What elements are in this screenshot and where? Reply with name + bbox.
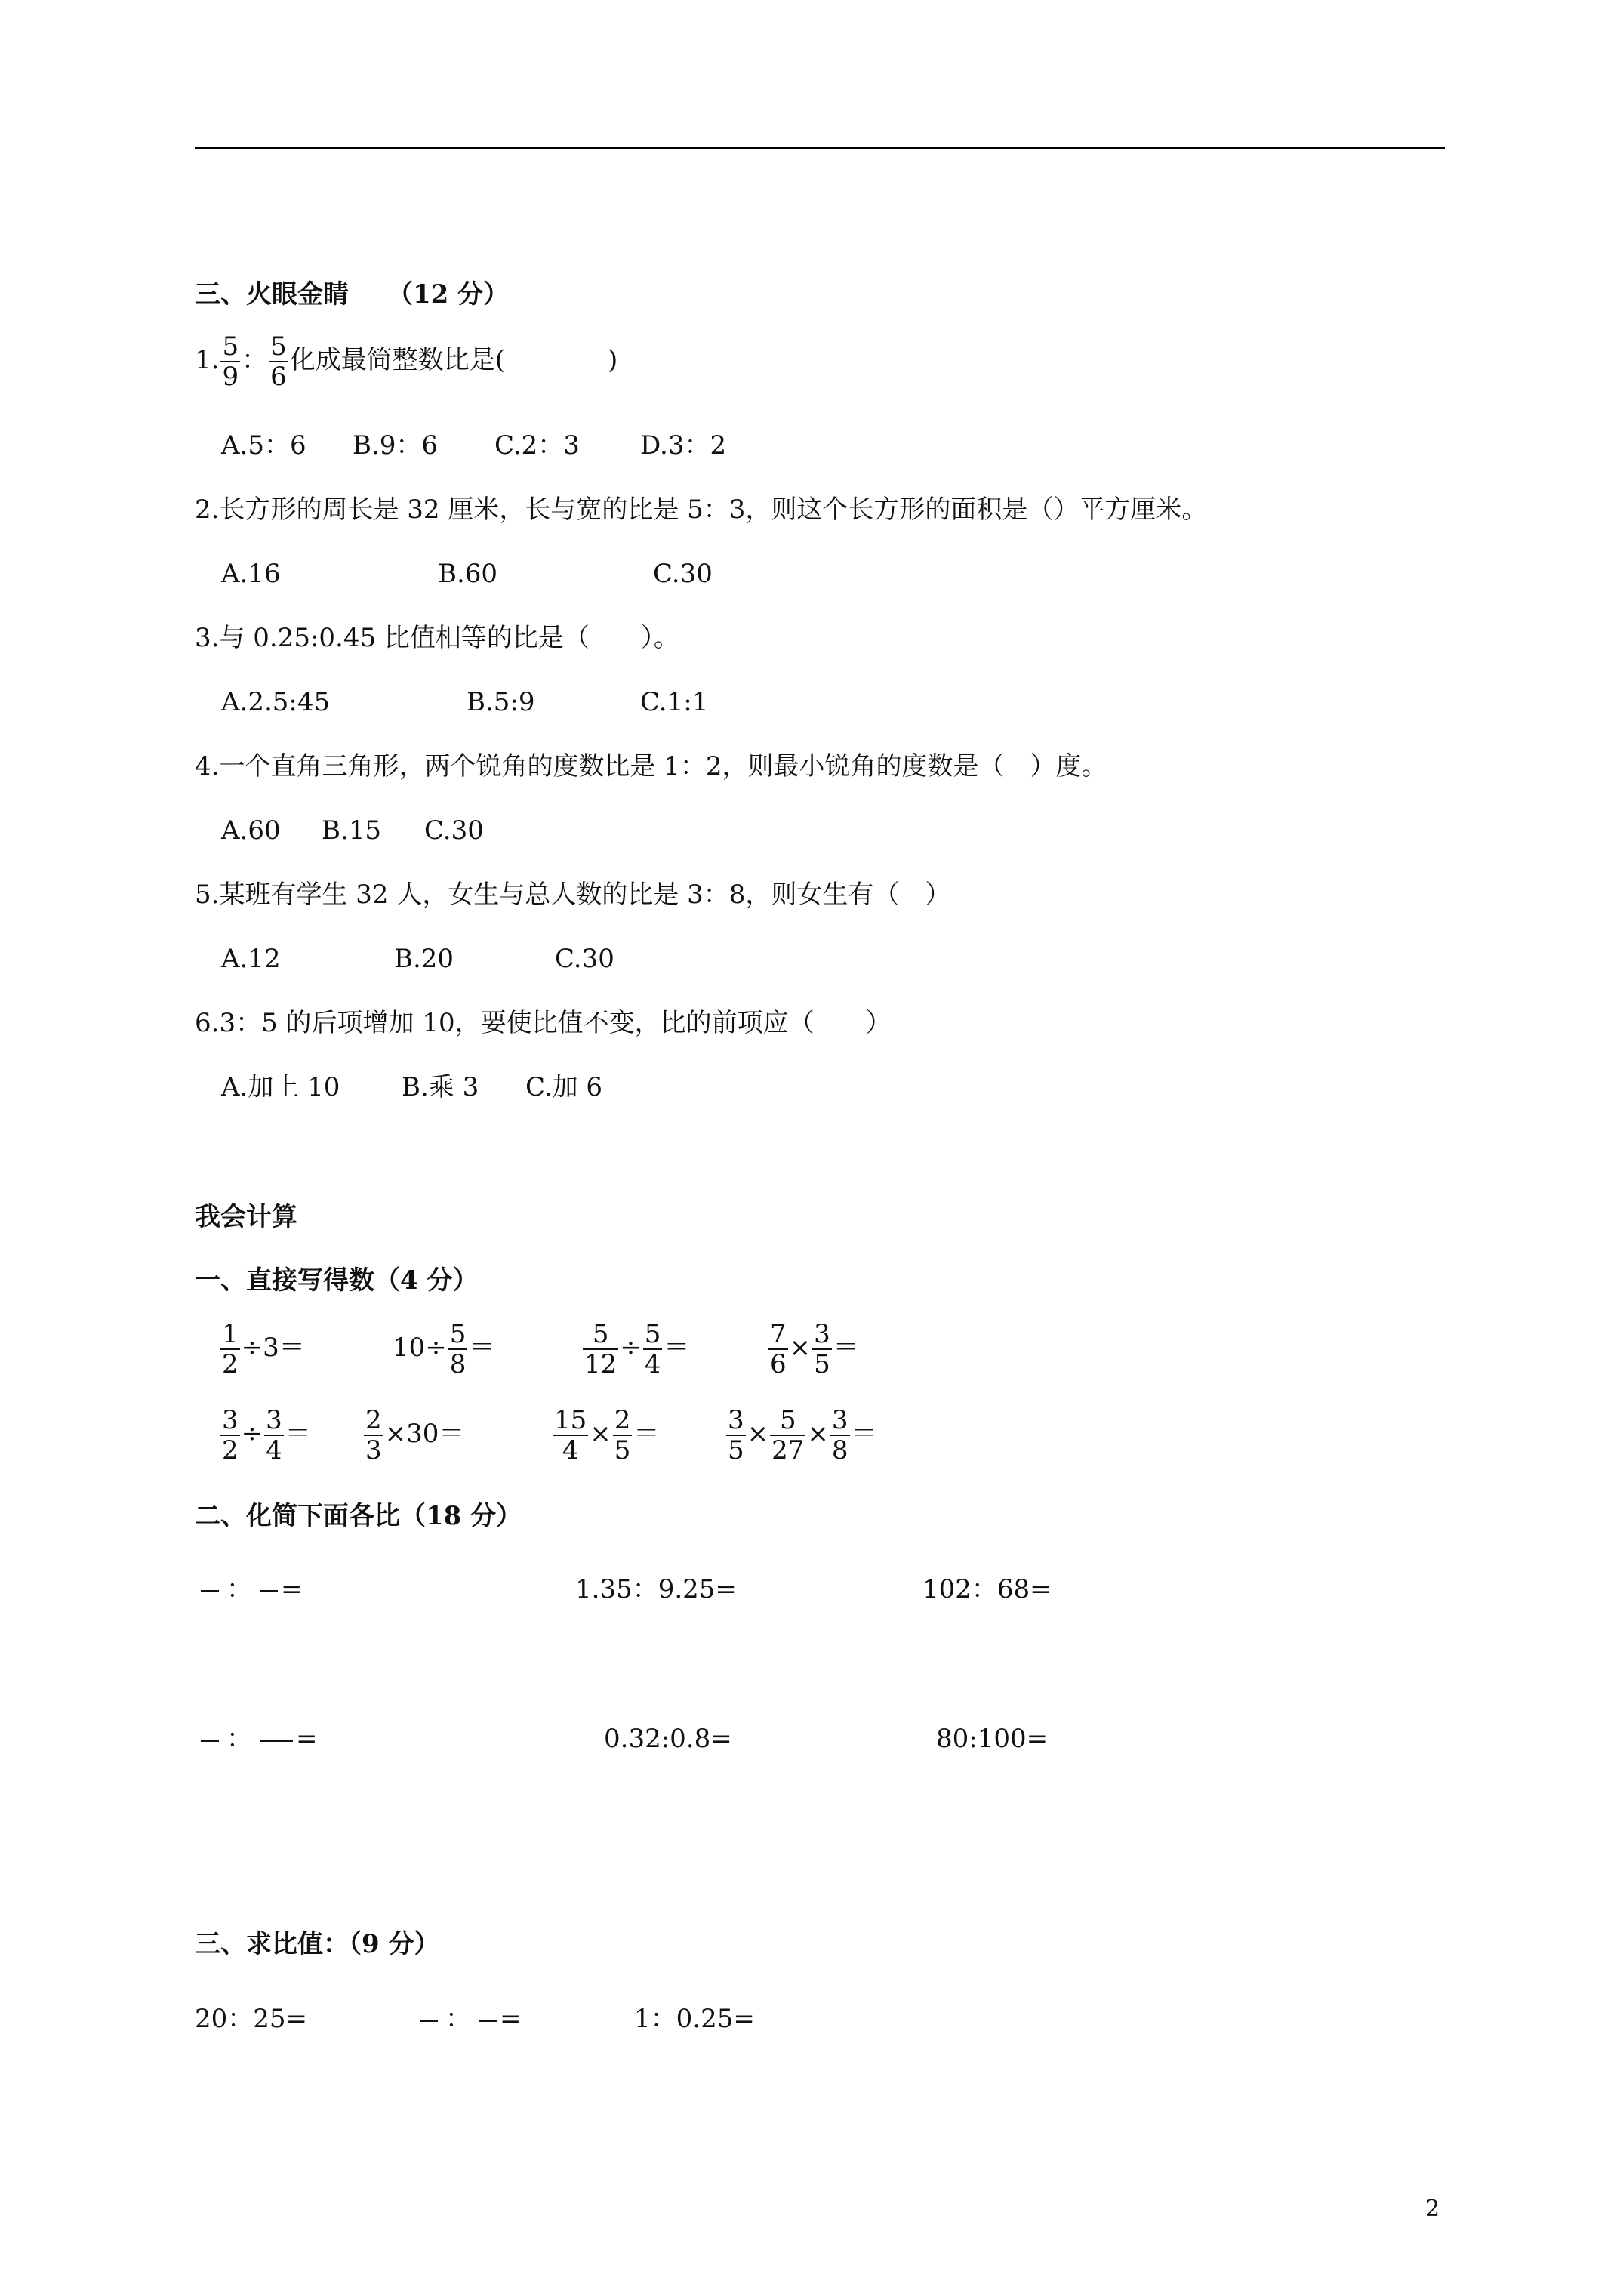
equals: = xyxy=(296,1724,318,1754)
calc-r1-item-1 xyxy=(219,1320,305,1379)
question-3: 3.与 0.25:0.45 比值相等的比是（ ）。 xyxy=(195,623,679,653)
operator: × xyxy=(807,1419,829,1449)
fraction: $\frac{15}{4}$ xyxy=(554,1405,587,1465)
q6-option-c: C.加 6 xyxy=(525,1072,603,1102)
equals: = xyxy=(500,2004,522,2034)
calc-r2-item-1 xyxy=(219,1406,311,1465)
q6-option-a: A.加上 10 xyxy=(221,1072,340,1102)
q3-option-a: A.2.5:45 xyxy=(221,687,331,717)
fraction: $\frac{7}{6}$ xyxy=(770,1319,787,1379)
calc-part1-title: 一、直接写得数（4 分） xyxy=(195,1265,479,1296)
simplify-r1-c1: ： = xyxy=(198,1574,303,1604)
fraction: $\frac{5}{4}$ xyxy=(644,1319,661,1379)
operator: × xyxy=(747,1419,769,1449)
operator: ÷ xyxy=(241,1419,263,1449)
fraction: $\frac{5}{27}$ xyxy=(771,1405,805,1465)
operator: ＝ xyxy=(633,1419,660,1449)
fraction: $\frac{3}{5}$ xyxy=(814,1319,830,1379)
section-title-3: 三、火眼金睛 （12 分） xyxy=(195,279,510,310)
fraction: $\frac{3}{2}$ xyxy=(222,1405,239,1465)
q1-option-c: C.2：3 xyxy=(494,430,580,461)
operator: ＝ xyxy=(664,1333,690,1363)
q3-option-b: B.5:9 xyxy=(467,687,535,717)
question-1 xyxy=(195,332,617,391)
operator: ＝ xyxy=(469,1333,495,1363)
question-6: 6.3：5 的后项增加 10，要使比值不变，比的前项应（ ） xyxy=(195,1008,892,1038)
fraction-bar xyxy=(201,1590,219,1592)
calc-r2-item-4 xyxy=(725,1406,877,1465)
q4-option-c: C.30 xyxy=(424,815,484,846)
q1-f2-num: 5 xyxy=(270,331,287,362)
q4-option-b: B.15 xyxy=(322,815,382,846)
operator: × xyxy=(789,1333,812,1363)
simplify-r1-c3: 102：68= xyxy=(922,1574,1052,1604)
q5-option-c: C.30 xyxy=(555,944,614,974)
operator: ＝ xyxy=(851,1419,877,1449)
question-5: 5.某班有学生 32 人，女生与总人数的比是 3：8，则女生有（ ） xyxy=(195,880,951,910)
calc-r2-item-2 xyxy=(362,1406,464,1465)
operator: ×30＝ xyxy=(384,1419,465,1449)
q1-option-d: D.3：2 xyxy=(640,430,727,461)
q2-option-c: C.30 xyxy=(653,559,713,589)
q5-option-a: A.12 xyxy=(221,944,281,974)
q4-option-a: A.60 xyxy=(221,815,281,846)
fraction-bar xyxy=(260,1740,293,1742)
fraction-bar xyxy=(479,2020,497,2022)
operator: ＝ xyxy=(833,1333,859,1363)
operator: 10÷ xyxy=(393,1333,447,1363)
fraction: $\frac{3}{8}$ xyxy=(831,1405,848,1465)
ratio-value-c2: ： = xyxy=(417,2004,522,2034)
q6-option-b: B.乘 3 xyxy=(402,1072,479,1102)
simplify-r2-c3: 80:100= xyxy=(936,1724,1049,1754)
fraction: $\frac{2}{5}$ xyxy=(614,1405,631,1465)
q1-f1-num: 5 xyxy=(222,331,239,362)
page-number: 2 xyxy=(1425,2196,1440,2222)
operator: ＝ xyxy=(285,1419,311,1449)
simplify-r1-c2: 1.35：9.25= xyxy=(575,1574,737,1604)
calc-r1-item-2 xyxy=(393,1320,494,1379)
equals: = xyxy=(281,1574,303,1604)
operator: ÷3＝ xyxy=(241,1333,305,1363)
calc-part2-title: 二、化简下面各比（18 分） xyxy=(195,1501,522,1531)
q2-option-a: A.16 xyxy=(221,559,281,589)
q1-f2-den: 6 xyxy=(270,362,287,392)
ratio-value-c3: 1：0.25= xyxy=(634,2004,755,2034)
operator: × xyxy=(590,1419,611,1449)
q3-option-c: C.1:1 xyxy=(640,687,709,717)
simplify-r2-c2: 0.32:0.8= xyxy=(604,1724,732,1754)
fraction: $\frac{5}{8}$ xyxy=(449,1319,467,1379)
q1-fraction-1 xyxy=(220,332,240,391)
q1-colon: ： xyxy=(242,345,268,375)
calc-r1-item-3 xyxy=(581,1320,689,1379)
question-2: 2.长方形的周长是 32 厘米，长与宽的比是 5：3，则这个长方形的面积是（）平方厘米。 xyxy=(195,495,1208,525)
q1-f1-den: 9 xyxy=(222,362,239,392)
q1-option-a: A.5：6 xyxy=(221,430,306,461)
fraction-bar xyxy=(260,1590,278,1592)
question-4: 4.一个直角三角形，两个锐角的度数比是 1：2，则最小锐角的度数是（ ）度。 xyxy=(195,751,1107,781)
fraction: $\frac{2}{3}$ xyxy=(365,1405,382,1465)
q1-number: 1. xyxy=(195,345,220,375)
q5-option-b: B.20 xyxy=(394,944,454,974)
ratio-value-c1: 20：25= xyxy=(195,2004,308,2034)
q1-text: 化成最简整数比是( ) xyxy=(289,345,618,375)
fraction: $\frac{3}{5}$ xyxy=(728,1405,744,1465)
calc-r1-item-4 xyxy=(767,1320,859,1379)
q2-option-b: B.60 xyxy=(438,559,498,589)
calc-part3-title: 三、求比值：（9 分） xyxy=(195,1929,440,1959)
fraction-bar xyxy=(201,1740,219,1742)
simplify-r2-c1: ： = xyxy=(198,1724,318,1754)
q1-option-b: B.9：6 xyxy=(353,430,439,461)
q1-fraction-2 xyxy=(269,332,288,391)
fraction: $\frac{5}{12}$ xyxy=(584,1319,617,1379)
calc-heading: 我会计算 xyxy=(195,1202,297,1232)
operator: ÷ xyxy=(620,1333,642,1363)
fraction: $\frac{1}{2}$ xyxy=(222,1319,239,1379)
fraction-bar xyxy=(420,2020,438,2022)
calc-r2-item-3 xyxy=(551,1406,659,1465)
header-rule xyxy=(195,147,1445,149)
fraction: $\frac{3}{4}$ xyxy=(266,1405,282,1465)
